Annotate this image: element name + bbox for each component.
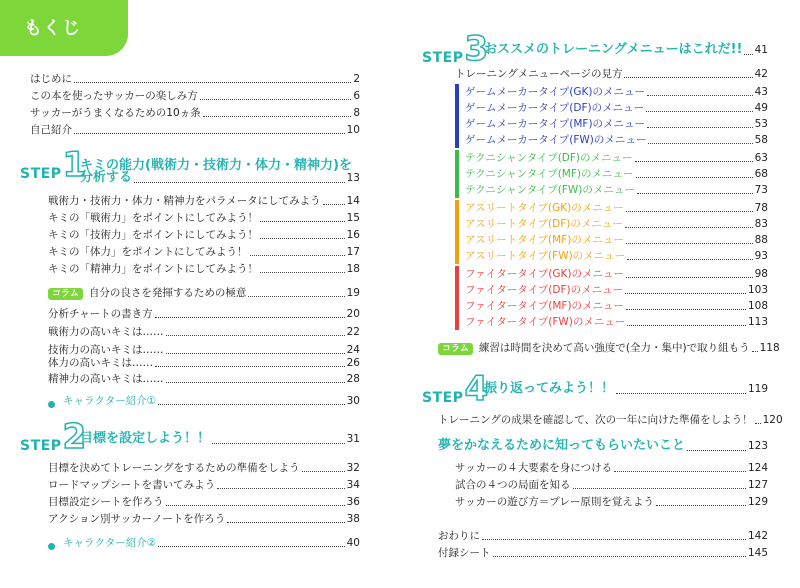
toc-entry[interactable]: トレーニングの成果を確認して、次の一年に向けた準備をしよう！ 120 <box>438 414 783 426</box>
bullet-dot-icon <box>48 401 55 408</box>
step3-badge: STEP 3 <box>422 29 489 69</box>
toc-entry[interactable]: テクニシャンタイプ(MF)のメニュー 68 <box>465 168 768 180</box>
toc-entry[interactable]: おわりに 142 <box>438 530 768 542</box>
step4-title-row[interactable]: 振り返ってみよう！！ 119 <box>484 381 768 396</box>
step1-title-row[interactable]: 分析する 13 <box>80 170 360 185</box>
toc-entry[interactable]: アスリートタイプ(FW)のメニュー 93 <box>465 250 768 262</box>
group-color-bar <box>455 84 459 148</box>
character-entry[interactable]: キャラクター紹介① 30 <box>48 395 360 408</box>
toc-entry[interactable]: 技術力の高いキミは…… 24 <box>48 344 360 356</box>
toc-entry[interactable]: この本を使ったサッカーの楽しみ方 6 <box>30 90 360 102</box>
toc-entry[interactable]: サッカーの４大要素を身につける 124 <box>455 462 768 474</box>
toc-entry[interactable]: ロードマップシートを書いてみよう 34 <box>48 479 360 491</box>
toc-entry[interactable]: ファイタータイプ(GK)のメニュー 98 <box>465 268 768 280</box>
toc-entry[interactable]: キミの「戦術力」をポイントにしてみよう！ 15 <box>48 212 360 224</box>
group-color-bar <box>455 200 459 264</box>
toc-entry[interactable]: キミの「技術力」をポイントにしてみよう！ 16 <box>48 229 360 241</box>
group-color-bar <box>455 150 459 198</box>
step3-title-row[interactable]: おススメのトレーニングメニューはこれだ!! 41 <box>484 42 768 57</box>
toc-entry[interactable]: ファイタータイプ(DF)のメニュー 103 <box>465 284 768 296</box>
toc-entry[interactable]: はじめに 2 <box>30 73 360 85</box>
toc-entry[interactable]: テクニシャンタイプ(FW)のメニュー 73 <box>465 184 768 196</box>
step1-badge: STEP 1 <box>20 145 87 185</box>
toc-entry[interactable]: 目標設定シートを作ろう 36 <box>48 496 360 508</box>
toc-entry[interactable]: 付録シート 145 <box>438 547 768 559</box>
toc-entry[interactable]: ファイタータイプ(MF)のメニュー 108 <box>465 300 768 312</box>
toc-entry[interactable]: 精神力の高いキミは…… 28 <box>48 373 360 385</box>
bullet-dot-icon <box>48 543 55 550</box>
toc-entry[interactable]: ゲームメーカータイプ(FW)のメニュー 58 <box>465 134 768 146</box>
toc-header-label: もくじ <box>24 18 81 39</box>
toc-entry[interactable]: ファイタータイプ(FW)のメニュー 113 <box>465 316 768 328</box>
toc-entry[interactable]: サッカーの遊び方＝プレー原則を覚えよう 129 <box>455 496 768 508</box>
column-entry[interactable]: コラム 練習は時間を決めて高い強度で(全力・集中)で取り組もう 118 <box>438 342 768 355</box>
group-color-bar <box>455 266 459 330</box>
toc-entry[interactable]: 体力の高いキミは…… 26 <box>48 357 360 369</box>
step2-title-row[interactable]: 目標を設定しよう！！ 31 <box>80 431 360 446</box>
toc-entry[interactable]: 分析チャートの書き方 20 <box>48 308 360 320</box>
toc-entry[interactable]: アスリートタイプ(MF)のメニュー 88 <box>465 234 768 246</box>
toc-entry[interactable]: キミの「精神力」をポイントにしてみよう！ 18 <box>48 263 360 275</box>
toc-entry[interactable]: ゲームメーカータイプ(MF)のメニュー 53 <box>465 118 768 130</box>
toc-entry[interactable]: サッカーがうまくなるための10ヵ条 8 <box>30 107 360 119</box>
toc-entry[interactable]: ゲームメーカータイプ(GK)のメニュー 43 <box>465 86 768 98</box>
toc-entry[interactable]: アスリートタイプ(GK)のメニュー 78 <box>465 202 768 214</box>
step4-badge: STEP 4 <box>422 369 489 409</box>
character-entry[interactable]: キャラクター紹介② 40 <box>48 537 360 550</box>
dream-title-row[interactable]: 夢をかなえるために知ってもらいたいこと 123 <box>438 438 768 453</box>
toc-entry[interactable]: 自己紹介 10 <box>30 124 360 136</box>
toc-entry[interactable]: アスリートタイプ(DF)のメニュー 83 <box>465 218 768 230</box>
step2-badge: STEP 2 <box>20 417 87 457</box>
toc-entry[interactable]: テクニシャンタイプ(DF)のメニュー 63 <box>465 152 768 164</box>
toc-entry[interactable]: ゲームメーカータイプ(DF)のメニュー 49 <box>465 102 768 114</box>
toc-entry[interactable]: トレーニングメニューページの見方 42 <box>455 68 768 80</box>
toc-header-tab <box>0 0 128 56</box>
toc-entry[interactable]: 戦術力の高いキミは…… 22 <box>48 326 360 338</box>
step1-title-line1[interactable]: キミの能力(戦術力・技術力・体力・精神力)を <box>80 158 352 173</box>
toc-entry[interactable]: 目標を決めてトレーニングをするための準備をしよう 32 <box>48 462 360 474</box>
toc-entry[interactable]: 試合の４つの局面を知る 127 <box>455 479 768 491</box>
toc-entry[interactable]: 戦術力・技術力・体力・精神力をパラメータにしてみよう 14 <box>48 195 360 207</box>
toc-entry[interactable]: キミの「体力」をポイントにしてみよう！ 17 <box>48 246 360 258</box>
column-badge: コラム <box>48 288 83 300</box>
toc-entry[interactable]: アクション別サッカーノートを作ろう 38 <box>48 513 360 525</box>
column-entry[interactable]: コラム 自分の良さを発揮するための極意 19 <box>48 287 360 300</box>
column-badge: コラム <box>438 343 473 355</box>
